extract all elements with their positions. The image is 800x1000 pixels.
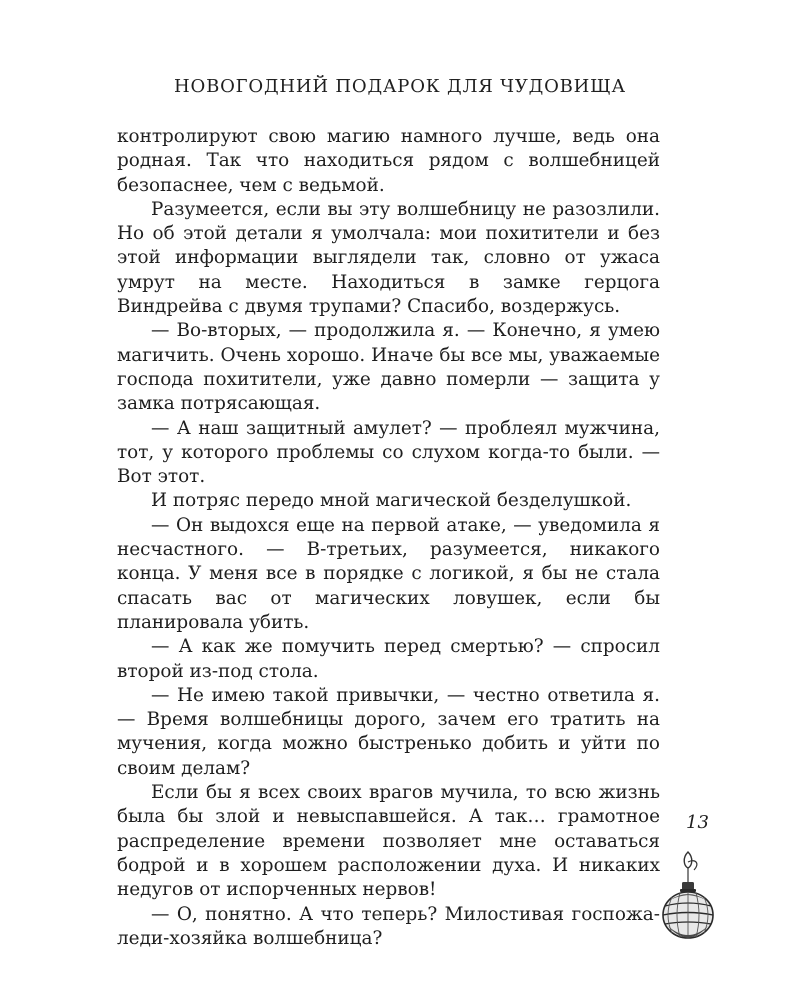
paragraph: И потряс передо мной магической безделушкой. [151,490,632,512]
paragraph: Если бы я всех своих врагов мучила, то всю жизнь была бы злой и невыспавшейся. А так… грамотное распределение времени позволяет мне оставаться бодрой и в хорошем расположении духа. И никаких недугов от испорченных нервов! [117,782,660,901]
paragraph: — Во-вторых, — продолжила я. — Конечно, я умею магичить. Очень хорошо. Иначе бы все мы, уважаемые господа похитители, уже давно померли — защита у замка потрясающая. [117,320,660,415]
paragraph: Разумеется, если вы эту волшебницу не разозлили. Но об этой детали я умолчала: мои похитители и без этой информации выглядели так, словно от ужаса умрут на месте. Находиться в замке герцога Виндрейва с двумя трупами? Спасибо, воздержусь. [117,198,660,318]
christmas-bauble-icon [660,848,716,944]
paragraph: — Он выдохся еще на первой атаке, — уведомила я несчастного. — В-третьих, разумеется, никакого конца. У меня все в порядке с логикой, я бы не стала спасать вас от магических ловушек, если бы планировала убить. [117,514,660,633]
paragraph: контролируют свою магию намного лучше, ведь она родная. Так что находиться рядом с волшебницей безопаснее, чем с ведьмой. [117,126,660,196]
paragraph: — О, понятно. А что теперь? Милостивая госпожа-леди-хозяйка волшебница? [117,903,660,949]
running-head: НОВОГОДНИЙ ПОДАРОК ДЛЯ ЧУДОВИЩА [174,76,626,97]
paragraph: — Не имею такой привычки, — честно ответила я. — Время волшебницы дорого, зачем его тратить на мучения, когда можно быстренько добить и уйти по своим делам? [117,684,660,779]
body-text [117,125,660,951]
page-number: 13 [686,812,709,833]
paragraph: — А наш защитный амулет? — проблеял мужчина, тот, у которого проблемы со слухом когда-то были. — Вот этот. [117,417,660,488]
paragraph: — А как же помучить перед смертью? — спросил второй из-под стола. [117,636,660,682]
